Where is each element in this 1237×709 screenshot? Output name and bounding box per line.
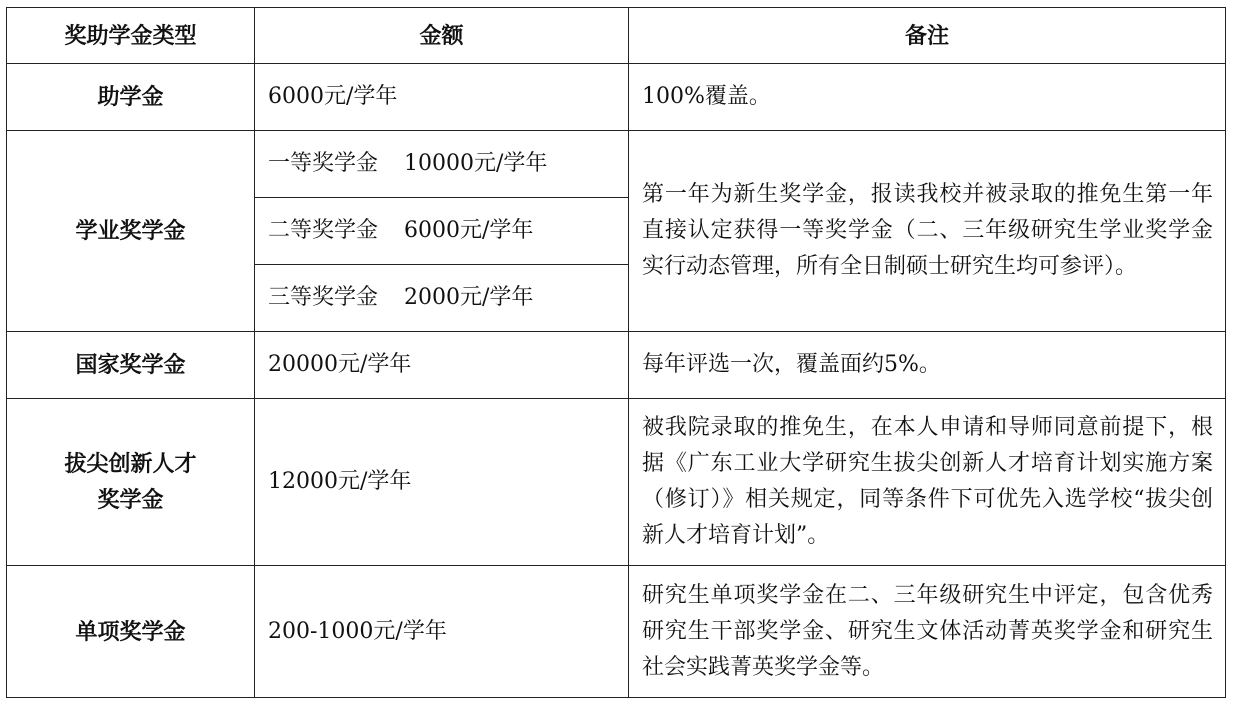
- level-amount: 2000元/学年: [404, 285, 534, 310]
- amount-cell: 12000元/学年: [255, 399, 629, 566]
- amount-cell: 20000元/学年: [255, 332, 629, 399]
- type-cell: 助学金: [7, 64, 255, 131]
- level-amount: 6000元/学年: [404, 218, 534, 243]
- table-row: [7, 399, 1226, 566]
- remark-cell: 每年评选一次，覆盖面约5%。: [629, 332, 1226, 399]
- level-amount-cell: [255, 131, 629, 198]
- type-cell: [7, 399, 255, 566]
- level-amount-cell: [255, 265, 629, 332]
- table-row: [7, 64, 1226, 131]
- table-row: [7, 131, 1226, 198]
- type-cell: 国家奖学金: [7, 332, 255, 399]
- level-amount: 10000元/学年: [404, 151, 548, 176]
- type-line: 奖学金: [97, 487, 164, 513]
- header-remark: 备注: [629, 8, 1226, 64]
- remark-cell: 研究生单项奖学金在二、三年级研究生中评定，包含优秀研究生干部奖学金、研究生文体活动菁英奖学金和研究生社会实践菁英奖学金等。: [629, 566, 1226, 698]
- remark-cell: 100%覆盖。: [629, 64, 1226, 131]
- level-name: 二等奖学金: [268, 218, 379, 243]
- level-amount-cell: [255, 198, 629, 265]
- amount-cell: 6000元/学年: [255, 64, 629, 131]
- remark-cell: 第一年为新生奖学金，报读我校并被录取的推免生第一年直接认定获得一等奖学金（二、三年级研究生学业奖学金实行动态管理，所有全日制硕士研究生均可参评）。: [629, 131, 1226, 332]
- remark-cell: 被我院录取的推免生，在本人申请和导师同意前提下，根据《广东工业大学研究生拔尖创新人才培育计划实施方案（修订）》相关规定，同等条件下可优先入选学校“拔尖创新人才培育计划”。: [629, 399, 1226, 566]
- type-line: 拔尖创新人才: [64, 451, 197, 477]
- level-name: 一等奖学金: [268, 151, 379, 176]
- type-cell: 单项奖学金: [7, 566, 255, 698]
- table-row: [7, 332, 1226, 399]
- table-row: [7, 566, 1226, 698]
- header-amount: 金额: [255, 8, 629, 64]
- amount-cell: 200-1000元/学年: [255, 566, 629, 698]
- header-row: [7, 8, 1226, 64]
- type-cell: 学业奖学金: [7, 131, 255, 332]
- level-name: 三等奖学金: [268, 285, 379, 310]
- scholarship-table: [6, 7, 1226, 698]
- header-type: 奖助学金类型: [7, 8, 255, 64]
